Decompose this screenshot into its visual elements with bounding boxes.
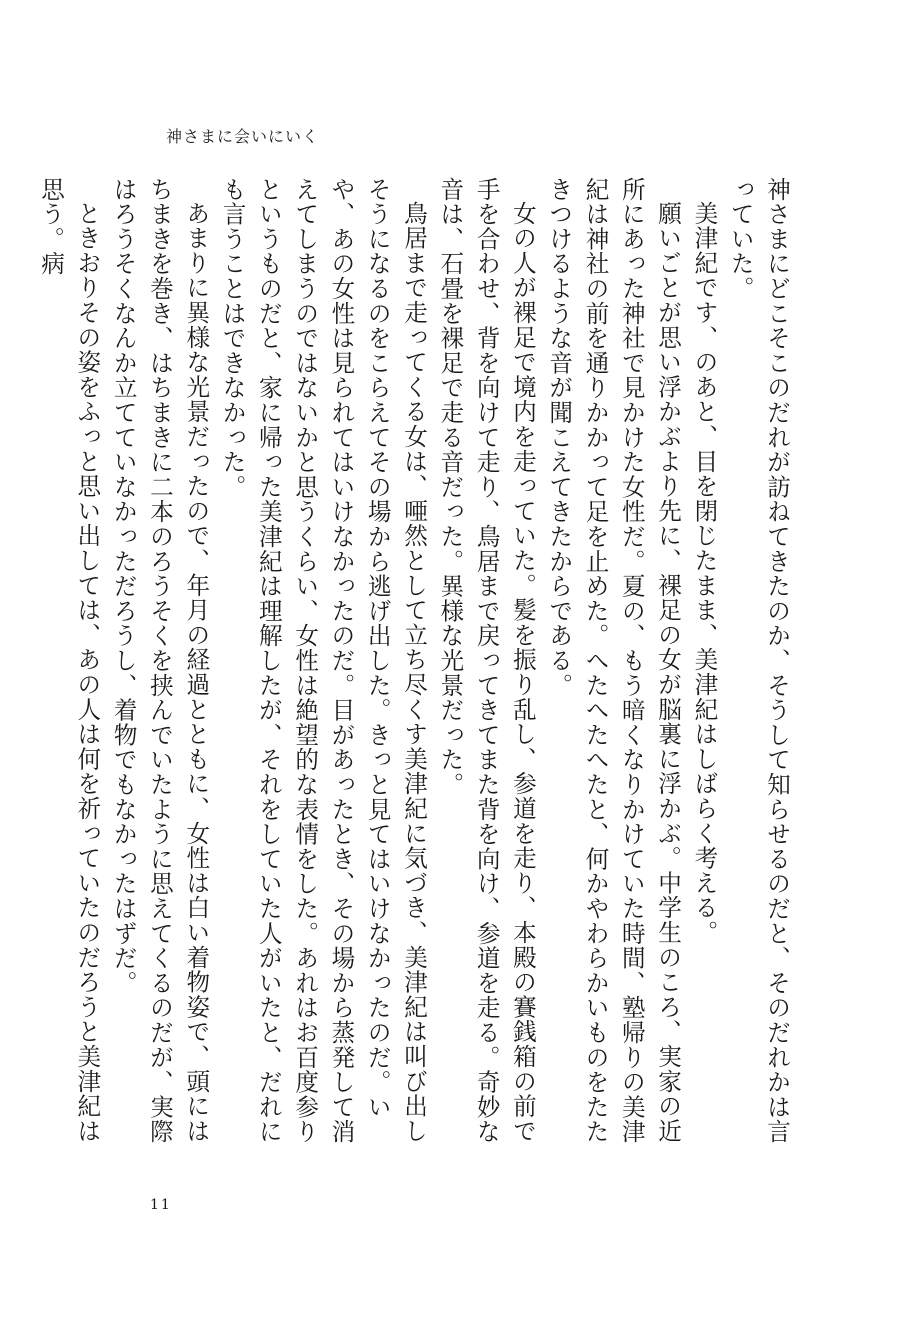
running-title: 神さまに会いにいく bbox=[166, 127, 320, 146]
paragraph: ときおりその姿をふっと思い出しては、あの人は何を祈っていたのだろうと美津紀は思う。病 bbox=[37, 177, 102, 1143]
body-text bbox=[37, 177, 795, 1165]
paragraph: 神さまにどこそこのだれが訪ねてきたのか、そうして知らせるのだと、そのだれかは言っていた。 bbox=[726, 177, 791, 1145]
paragraph: あまりに異様な光景だったので、年月の経過とともに、女性は白い着物姿で、頭にはちまきを巻き、はちまきに二本のろうそくを挟んでいたように思えてくるのだが、実際はろうそくなんか立てていなかっただろうし、着物でもなかったはずだ。 bbox=[109, 177, 211, 1145]
paragraph: 女の人が裸足で境内を走っていた。髪を振り乱し、参道を走り、本殿の賽銭箱の前で手を合わせ、背を向けて走り、鳥居まで戻ってきてまた背を向け、参道を走る。奇妙な音は、石畳を裸足で走る音だった。異様な光景だった。 bbox=[436, 177, 537, 1145]
paragraph: 美津紀です、のあと、目を閉じたまま、美津紀はしばらく考える。 bbox=[690, 200, 719, 945]
paragraph: 願いごとが思い浮かぶより先に、裸足の女が脳裏に浮かぶ。中学生のころ、実家の近所にあった神社で見かけた女性だ。夏の、もう暗くなりかけていた時間、塾帰りの美津紀は神社の前を通りかかって足を止めた。へたへたへたと、何かやわらかいものをたたきつけるような音が聞こえてきたからである。 bbox=[545, 177, 683, 1145]
page-number: 11 bbox=[150, 1197, 172, 1213]
paragraph: 鳥居まで走ってくる女は、唖然として立ち尽くす美津紀に気づき、美津紀は叫び出しそうになるのをこらえてその場から逃げ出した。きっと見てはいけなかったのだ。いや、あの女性は見られてはいけなかったのだ。目があったとき、その場から蒸発して消えてしまうのではないかと思うくらい、女性は絶望的な表情をした。あれはお百度参りというものだと、家に帰った美津紀は理解したが、それをしていた人がいたと、だれにも言うことはできなかった。 bbox=[218, 177, 429, 1145]
